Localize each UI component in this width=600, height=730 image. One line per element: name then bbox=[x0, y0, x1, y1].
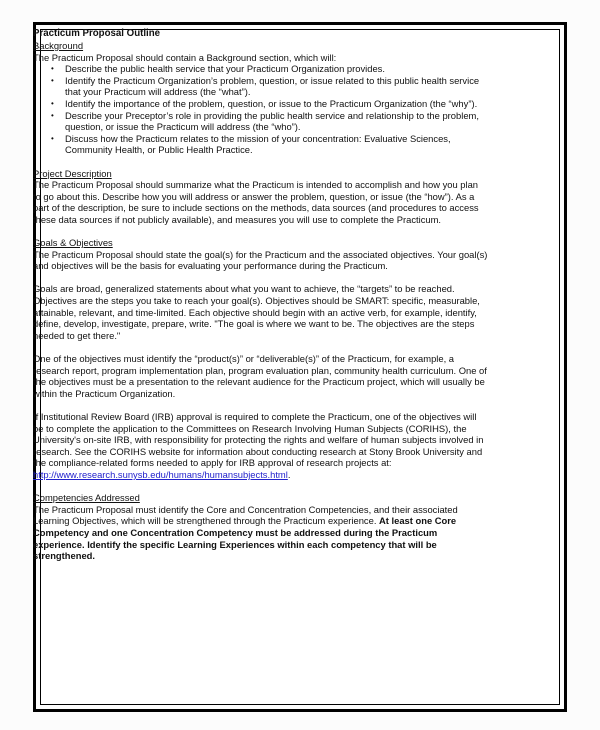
goals-paragraph-1: The Practicum Proposal should state the goal(s) for the Practicum and the associated objectives. Your goal(s) and objectives will be the basis for evaluating your performance during the Practicum. bbox=[33, 248, 488, 272]
goals-paragraph-3: One of the objectives must identify the “product(s)” or “deliverable(s)” of the Practicum, for example, a research report, program implementation plan, program evaluation plan, community health curriculum. One of the objectives must be a presentation to the relevant audience for the Practicum project, which will usually be within the Practicum Organization. bbox=[33, 353, 487, 399]
competencies-emphasis-text: At least one Core Competency and one Concentration Competency must be addressed during the Practicum experience. Identify the specific Learning Experiences within each competency that will be strengthened. bbox=[33, 515, 457, 562]
list-item: • Identify the importance of the problem, question, or issue to the Practicum Organization (the “why”). bbox=[33, 98, 488, 110]
goals-paragraph-2: Goals are broad, generalized statements about what you want to achieve, the “targets” to be reached. Objectives are the steps you take to reach your goal(s). Objectives should be SMART: specific, measurable, attainable, relevant, and time-limited. Each objective should begin with an active verb, for example, identify, define, develop, investigate, prepare, write. "The goal is where we want to be. The objectives are the steps needed to get there." bbox=[33, 283, 480, 341]
document-body bbox=[33, 28, 488, 562]
section-spacer bbox=[33, 226, 488, 238]
list-item: • Describe your Preceptor’s role in providing the public health service and relationship to the problem, question, or issue the Practicum will address (the “who”). bbox=[33, 110, 488, 133]
list-item: • Discuss how the Practicum relates to the mission of your concentration: Evaluative Sciences, Community Health, or Public Health Practice. bbox=[33, 133, 488, 156]
background-intro-text: The Practicum Proposal should contain a Background section, which will: bbox=[33, 51, 337, 63]
competencies-paragraph bbox=[33, 504, 488, 562]
irb-paragraph bbox=[33, 411, 488, 481]
section-heading-competencies-addressed: Competencies Addressed bbox=[33, 492, 140, 504]
project-description-paragraph: The Practicum Proposal should summarize what the Practicum is intended to accomplish and how you plan to go about this. Describe how you will address or answer the problem, question, or issue (the “how”). As a part of the description, be sure to include sections on the methods, data sources (and procedures to access these data sources if not publicly available), and measures you will use to complete the Practicum. bbox=[33, 179, 479, 225]
competencies-normal-text: The Practicum Proposal must identify the Core and Concentration Competencies, and their associated Learning Objectives, which will be strengthened through the Practicum experience. bbox=[33, 503, 458, 527]
list-item: • Describe the public health service that your Practicum Organization provides. bbox=[33, 63, 488, 75]
section-spacer bbox=[33, 481, 488, 493]
section-heading-project-description: Project Description bbox=[33, 167, 112, 179]
page-title: Practicum Proposal Outline bbox=[33, 28, 161, 39]
section-heading-goals-objectives: Goals & Objectives bbox=[33, 237, 113, 249]
section-spacer bbox=[33, 156, 488, 168]
irb-link-trailing-period: . bbox=[287, 468, 291, 480]
background-bullet-list bbox=[33, 63, 488, 156]
corihs-link[interactable]: http://www.research.sunysb.edu/humans/humansubjects.html bbox=[33, 468, 288, 480]
section-heading-background: Background bbox=[33, 40, 84, 51]
irb-paragraph-text: If Institutional Review Board (IRB) approval is required to complete the Practicum, one of the objectives will be to complete the application to the Committees on Research Involving Human Subjects (CORIHS), the University's on-site IRB, with responsibility for protecting the rights and welfare of human subjects involved in research. See the CORIHS website for information about conducting research at Stony Brook University and the compliance-related forms needed to apply for IRB approval of research projects at: bbox=[33, 411, 484, 469]
list-item: • Identify the Practicum Organization’s problem, question, or issue related to this public health service that your Practicum will address (the “what”). bbox=[33, 75, 488, 98]
